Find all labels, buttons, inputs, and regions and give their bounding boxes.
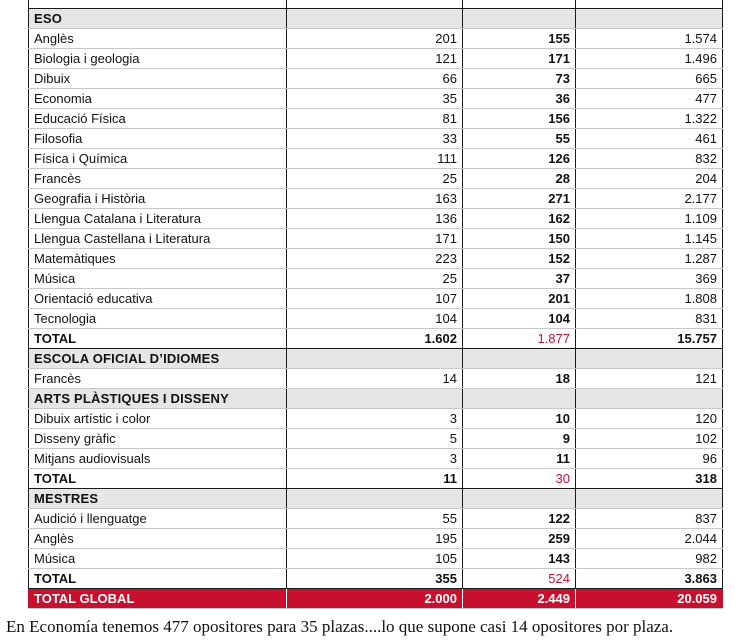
value-b: 152 xyxy=(463,249,576,269)
value-c: 1.574 xyxy=(576,29,723,49)
header-cell xyxy=(287,0,463,9)
section-cell xyxy=(576,349,723,369)
value-b: 9 xyxy=(463,429,576,449)
value-a: 107 xyxy=(287,289,463,309)
section-cell xyxy=(576,389,723,409)
total-b: 1.877 xyxy=(463,329,576,349)
value-b: 143 xyxy=(463,549,576,569)
subject-name: Tecnologia xyxy=(29,309,287,329)
total-b: 30 xyxy=(463,469,576,489)
value-c: 1.145 xyxy=(576,229,723,249)
table-row xyxy=(29,109,723,129)
table-row xyxy=(29,189,723,209)
table-row xyxy=(29,49,723,69)
value-b: 18 xyxy=(463,369,576,389)
section-cell xyxy=(463,349,576,369)
value-a: 25 xyxy=(287,269,463,289)
table-row xyxy=(29,229,723,249)
value-b: 150 xyxy=(463,229,576,249)
subject-name: Francès xyxy=(29,369,287,389)
value-a: 136 xyxy=(287,209,463,229)
value-c: 1.109 xyxy=(576,209,723,229)
subject-name: Francès xyxy=(29,169,287,189)
document-stage xyxy=(28,0,722,609)
table-row xyxy=(29,429,723,449)
section-header-row xyxy=(29,349,723,369)
section-cell xyxy=(287,489,463,509)
value-a: 81 xyxy=(287,109,463,129)
table-row xyxy=(29,549,723,569)
value-c: 1.496 xyxy=(576,49,723,69)
table-row xyxy=(29,289,723,309)
value-a: 14 xyxy=(287,369,463,389)
table-row xyxy=(29,149,723,169)
total-b: 524 xyxy=(463,569,576,589)
header-cell xyxy=(463,0,576,9)
table-row xyxy=(29,409,723,429)
value-c: 1.808 xyxy=(576,289,723,309)
subject-name: Música xyxy=(29,549,287,569)
value-a: 66 xyxy=(287,69,463,89)
table-row xyxy=(29,529,723,549)
total-label: TOTAL xyxy=(29,469,287,489)
value-b: 126 xyxy=(463,149,576,169)
value-a: 163 xyxy=(287,189,463,209)
table-row xyxy=(29,249,723,269)
value-a: 55 xyxy=(287,509,463,529)
value-c: 1.287 xyxy=(576,249,723,269)
value-c: 831 xyxy=(576,309,723,329)
value-c: 1.322 xyxy=(576,109,723,129)
subject-name: Disseny gràfic xyxy=(29,429,287,449)
grand-total-label: TOTAL GLOBAL xyxy=(29,589,287,609)
oposiciones-table xyxy=(28,0,723,609)
value-b: 55 xyxy=(463,129,576,149)
value-a: 3 xyxy=(287,449,463,469)
value-a: 121 xyxy=(287,49,463,69)
total-row xyxy=(29,569,723,589)
section-cell xyxy=(287,349,463,369)
section-cell xyxy=(463,9,576,29)
value-b: 36 xyxy=(463,89,576,109)
value-b: 28 xyxy=(463,169,576,189)
table-row xyxy=(29,29,723,49)
total-label: TOTAL xyxy=(29,569,287,589)
subject-name: Biologia i geologia xyxy=(29,49,287,69)
section-cell xyxy=(287,389,463,409)
value-b: 156 xyxy=(463,109,576,129)
section-title: ARTS PLÀSTIQUES I DISSENY xyxy=(29,389,287,409)
header-cell xyxy=(576,0,723,9)
grand-total-row xyxy=(29,589,723,609)
section-header-row xyxy=(29,489,723,509)
total-c: 3.863 xyxy=(576,569,723,589)
value-b: 271 xyxy=(463,189,576,209)
total-c: 15.757 xyxy=(576,329,723,349)
value-c: 2.044 xyxy=(576,529,723,549)
total-row xyxy=(29,329,723,349)
value-b: 259 xyxy=(463,529,576,549)
table-row xyxy=(29,269,723,289)
value-c: 2.177 xyxy=(576,189,723,209)
value-c: 120 xyxy=(576,409,723,429)
value-a: 201 xyxy=(287,29,463,49)
subject-name: Música xyxy=(29,269,287,289)
value-a: 3 xyxy=(287,409,463,429)
table-row xyxy=(29,209,723,229)
value-b: 11 xyxy=(463,449,576,469)
subject-name: Matemàtiques xyxy=(29,249,287,269)
total-row xyxy=(29,469,723,489)
value-a: 223 xyxy=(287,249,463,269)
value-c: 369 xyxy=(576,269,723,289)
value-b: 201 xyxy=(463,289,576,309)
section-cell xyxy=(463,389,576,409)
subject-name: Filosofia xyxy=(29,129,287,149)
value-b: 171 xyxy=(463,49,576,69)
value-a: 33 xyxy=(287,129,463,149)
section-cell xyxy=(576,489,723,509)
subject-name: Llengua Castellana i Literatura xyxy=(29,229,287,249)
value-a: 104 xyxy=(287,309,463,329)
grand-total-c: 20.059 xyxy=(576,589,723,609)
value-a: 105 xyxy=(287,549,463,569)
subject-name: Mitjans audiovisuals xyxy=(29,449,287,469)
subject-name: Economia xyxy=(29,89,287,109)
subject-name: Llengua Catalana i Literatura xyxy=(29,209,287,229)
subject-name: Audició i llenguatge xyxy=(29,509,287,529)
value-a: 171 xyxy=(287,229,463,249)
section-title: ESCOLA OFICIAL D’IDIOMES xyxy=(29,349,287,369)
section-cell xyxy=(576,9,723,29)
value-c: 102 xyxy=(576,429,723,449)
value-c: 461 xyxy=(576,129,723,149)
value-b: 37 xyxy=(463,269,576,289)
section-title: ESO xyxy=(29,9,287,29)
header-cell xyxy=(29,0,287,9)
subject-name: Orientació educativa xyxy=(29,289,287,309)
value-b: 73 xyxy=(463,69,576,89)
table-row xyxy=(29,129,723,149)
value-b: 162 xyxy=(463,209,576,229)
table-row xyxy=(29,509,723,529)
table-row xyxy=(29,369,723,389)
value-c: 96 xyxy=(576,449,723,469)
value-b: 104 xyxy=(463,309,576,329)
value-c: 837 xyxy=(576,509,723,529)
subject-name: Anglès xyxy=(29,29,287,49)
table-body xyxy=(29,0,723,609)
value-a: 111 xyxy=(287,149,463,169)
header-strip xyxy=(29,0,723,9)
total-c: 318 xyxy=(576,469,723,489)
value-a: 5 xyxy=(287,429,463,449)
value-c: 832 xyxy=(576,149,723,169)
value-c: 477 xyxy=(576,89,723,109)
grand-total-a: 2.000 xyxy=(287,589,463,609)
subject-name: Dibuix xyxy=(29,69,287,89)
section-header-row xyxy=(29,389,723,409)
section-title: MESTRES xyxy=(29,489,287,509)
table-row xyxy=(29,169,723,189)
value-a: 195 xyxy=(287,529,463,549)
subject-name: Dibuix artístic i color xyxy=(29,409,287,429)
total-a: 355 xyxy=(287,569,463,589)
subject-name: Anglès xyxy=(29,529,287,549)
subject-name: Física i Química xyxy=(29,149,287,169)
value-c: 121 xyxy=(576,369,723,389)
value-a: 35 xyxy=(287,89,463,109)
table-row xyxy=(29,69,723,89)
total-a: 1.602 xyxy=(287,329,463,349)
value-c: 982 xyxy=(576,549,723,569)
value-b: 155 xyxy=(463,29,576,49)
total-a: 11 xyxy=(287,469,463,489)
value-a: 25 xyxy=(287,169,463,189)
value-c: 204 xyxy=(576,169,723,189)
value-c: 665 xyxy=(576,69,723,89)
value-b: 10 xyxy=(463,409,576,429)
section-header-row xyxy=(29,9,723,29)
table-row xyxy=(29,449,723,469)
grand-total-b: 2.449 xyxy=(463,589,576,609)
table-row xyxy=(29,89,723,109)
caption-text: En Economía tenemos 477 opositores para 35 plazas....lo que supone casi 14 opositores por plaza. xyxy=(6,617,674,636)
total-label: TOTAL xyxy=(29,329,287,349)
subject-name: Educació Física xyxy=(29,109,287,129)
table-row xyxy=(29,309,723,329)
section-cell xyxy=(287,9,463,29)
subject-name: Geografia i Història xyxy=(29,189,287,209)
value-b: 122 xyxy=(463,509,576,529)
section-cell xyxy=(463,489,576,509)
